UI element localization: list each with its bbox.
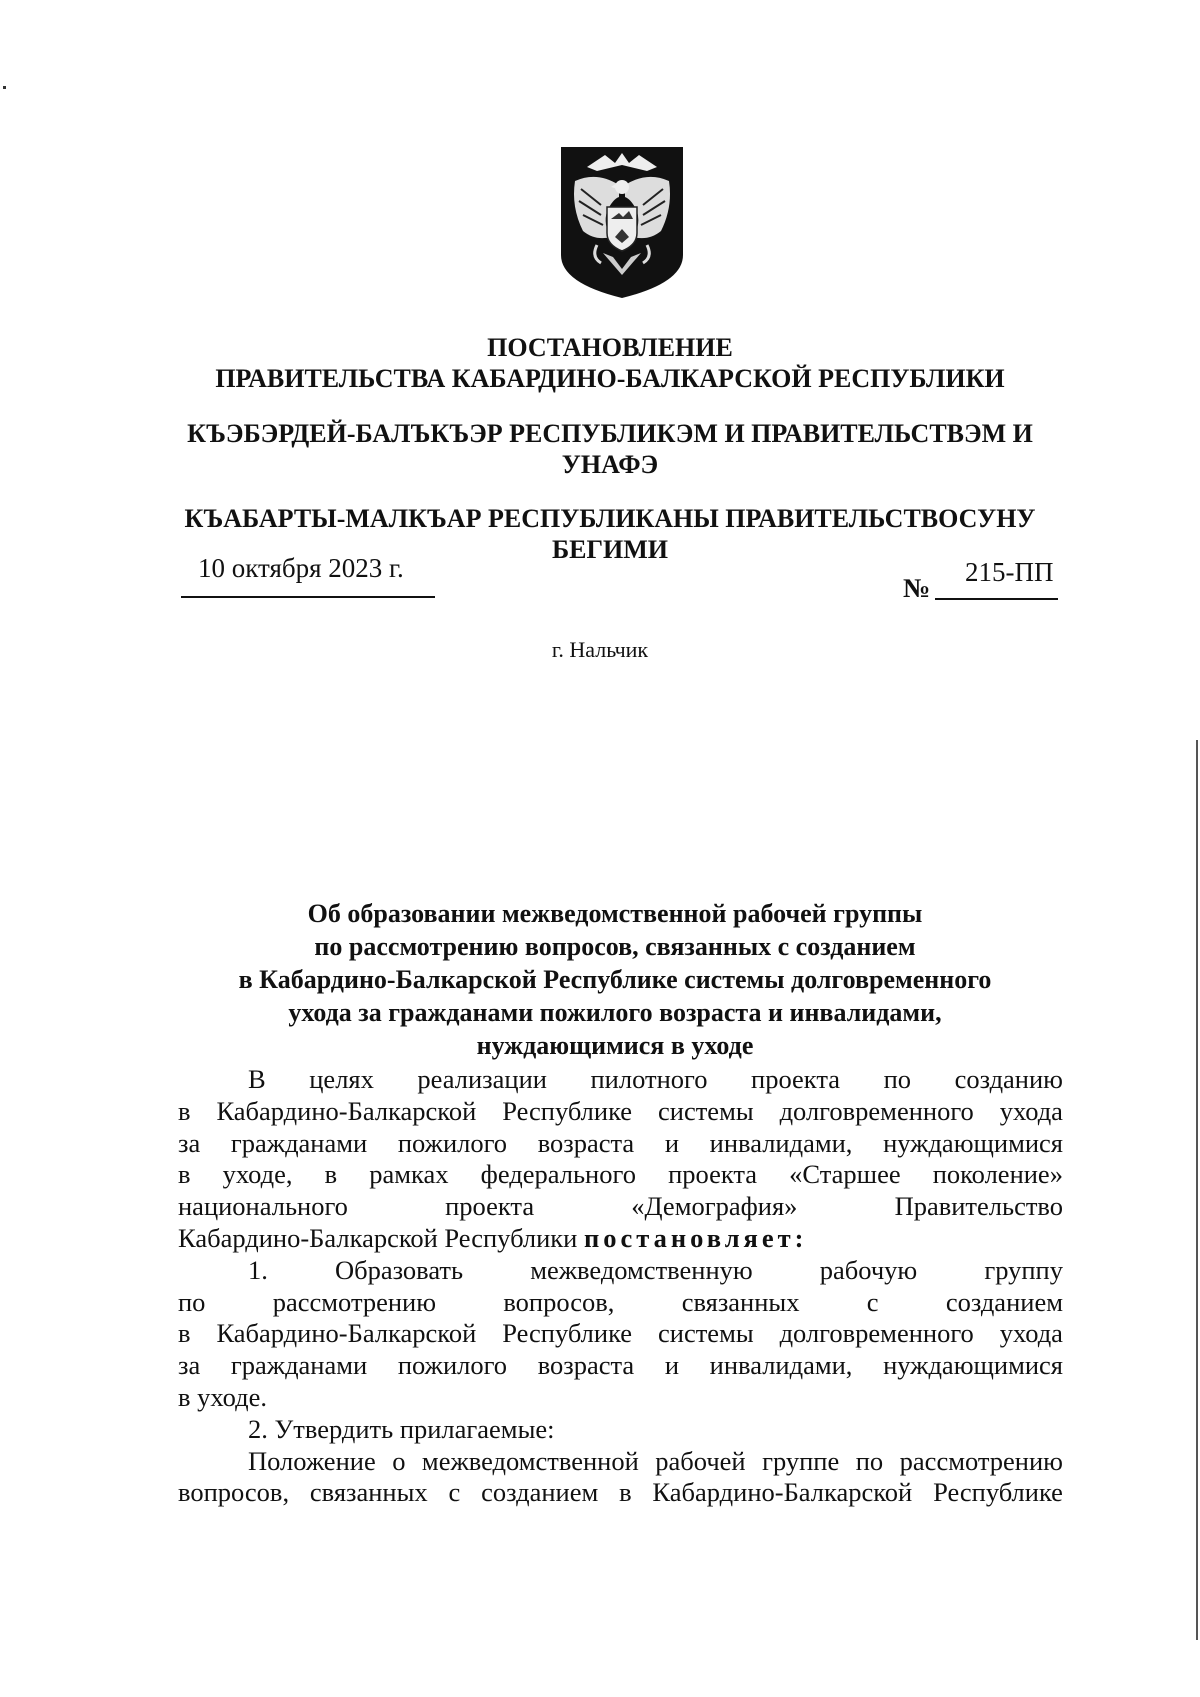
word: и <box>664 1127 680 1158</box>
decree-word: постановляет: <box>584 1222 808 1253</box>
body-line: в уходе. <box>178 1381 267 1412</box>
word: Образовать <box>334 1254 464 1285</box>
body-line <box>178 1159 1063 1191</box>
word: рассмотрению <box>899 1445 1063 1476</box>
word: В <box>248 1064 266 1094</box>
word: Правительство <box>894 1191 1063 1222</box>
body-line <box>178 1477 1063 1509</box>
title-line: по рассмотрению вопросов, связанных с созданием <box>314 932 916 961</box>
heading-kabardian <box>170 418 1050 480</box>
word: Республике <box>933 1477 1063 1508</box>
word: Кабардино-Балкарской <box>216 1095 477 1126</box>
word: возраста <box>537 1127 635 1158</box>
word: группу <box>984 1254 1063 1285</box>
word: связанных <box>309 1477 428 1508</box>
body-line <box>178 1223 1063 1255</box>
word: Республике <box>502 1095 633 1126</box>
date-underline <box>181 596 435 598</box>
word: поколение» <box>932 1159 1063 1190</box>
word: пожилого <box>397 1350 508 1381</box>
heading-line: КЪЭБЭРДЕЙ-БАЛЪКЪЭР РЕСПУБЛИКЭМ И ПРАВИТЕЛЬСТВЭМ И <box>187 419 1033 448</box>
body-text: Кабардино-Балкарской Республики <box>178 1222 578 1253</box>
body-line <box>178 1255 1063 1287</box>
word: возраста <box>537 1350 635 1381</box>
body-line <box>178 1064 1063 1096</box>
scan-edge-line <box>1196 740 1198 1640</box>
word: в <box>178 1318 191 1349</box>
word: рабочую <box>819 1254 918 1285</box>
body-line <box>178 1446 1063 1478</box>
word: реализации <box>417 1064 547 1094</box>
heading-line: ПОСТАНОВЛЕНИЕ <box>487 333 733 362</box>
body-line <box>178 1128 1063 1160</box>
word: Положение <box>248 1445 376 1476</box>
word: пожилого <box>397 1127 508 1158</box>
word: рассмотрению <box>272 1286 437 1317</box>
city: г. Нальчик <box>551 637 649 662</box>
word: пилотного <box>590 1064 708 1094</box>
word: федерального <box>480 1159 636 1190</box>
word: в <box>619 1477 632 1508</box>
word: 1. <box>248 1254 268 1285</box>
word: проекта <box>751 1064 840 1094</box>
word: национального <box>178 1191 348 1222</box>
word: созданию <box>954 1064 1063 1094</box>
word: ухода <box>999 1318 1063 1349</box>
word: гражданами <box>230 1350 368 1381</box>
scan-speck <box>3 86 6 89</box>
word: созданием <box>481 1477 599 1508</box>
word: целях <box>309 1064 374 1094</box>
document-title <box>180 897 1050 1062</box>
heading-line: БЕГИМИ <box>551 535 669 564</box>
title-line: в Кабардино-Балкарской Республике системы долговременного <box>238 965 992 994</box>
document-body <box>178 1064 1063 1509</box>
heading-resolution <box>170 332 1050 394</box>
word: Кабардино-Балкарской <box>216 1318 477 1349</box>
word: системы <box>658 1318 754 1349</box>
word: межведомственной <box>421 1445 639 1476</box>
word: вопросов, <box>178 1477 290 1508</box>
word: «Старшее <box>789 1159 901 1190</box>
word: в <box>178 1095 191 1126</box>
word: рабочей <box>655 1445 746 1476</box>
number-sign: № <box>903 573 931 603</box>
document-number: 215-ПП <box>965 557 1054 587</box>
word: с <box>448 1477 461 1508</box>
body-line <box>178 1350 1063 1382</box>
word: гражданами <box>230 1127 368 1158</box>
word: связанных <box>681 1286 800 1317</box>
word: и <box>664 1350 680 1381</box>
heading-line: КЪАБАРТЫ-МАЛКЪАР РЕСПУБЛИКАНЫ ПРАВИТЕЛЬСТВОСУНУ <box>184 504 1036 533</box>
word: уходе, <box>222 1159 293 1190</box>
coat-of-arms-icon <box>557 145 687 300</box>
word: по <box>178 1286 206 1317</box>
word: нуждающимися <box>883 1127 1063 1158</box>
word: межведомственную <box>530 1254 753 1285</box>
word: вопросов, <box>503 1286 615 1317</box>
word: в <box>324 1159 338 1190</box>
body-line <box>178 1287 1063 1319</box>
word: долговременного <box>779 1095 974 1126</box>
heading-line: УНАФЭ <box>561 450 659 479</box>
word: «Демография» <box>631 1191 798 1222</box>
number-underline <box>935 598 1058 600</box>
word: нуждающимися <box>883 1350 1063 1381</box>
word: проекта <box>668 1159 758 1190</box>
word: в <box>178 1159 191 1190</box>
word: созданием <box>945 1286 1063 1317</box>
body-line <box>178 1096 1063 1128</box>
word: Республике <box>502 1318 633 1349</box>
body-line: 2. Утвердить прилагаемые: <box>248 1413 555 1444</box>
word: инвалидами, <box>709 1127 853 1158</box>
word: о <box>392 1445 406 1476</box>
title-line: ухода за гражданами пожилого возраста и инвалидами, <box>288 998 942 1027</box>
body-line <box>178 1318 1063 1350</box>
title-line: Об образовании межведомственной рабочей группы <box>307 899 923 928</box>
word: системы <box>658 1095 754 1126</box>
body-line <box>178 1191 1063 1223</box>
word: с <box>866 1286 879 1317</box>
word: инвалидами, <box>709 1350 853 1381</box>
title-line: нуждающимися в уходе <box>476 1031 754 1060</box>
word: за <box>178 1127 201 1158</box>
word: по <box>855 1445 884 1476</box>
word: проекта <box>445 1191 535 1222</box>
word: по <box>883 1064 911 1094</box>
word: рамках <box>369 1159 449 1190</box>
heading-line: ПРАВИТЕЛЬСТВА КАБАРДИНО-БАЛКАРСКОЙ РЕСПУБЛИКИ <box>215 364 1005 393</box>
document-date: 10 октября 2023 г. <box>198 553 404 583</box>
word: ухода <box>999 1095 1063 1126</box>
word: долговременного <box>779 1318 974 1349</box>
word: Кабардино-Балкарской <box>652 1477 913 1508</box>
word: за <box>178 1350 201 1381</box>
word: группе <box>762 1445 840 1476</box>
